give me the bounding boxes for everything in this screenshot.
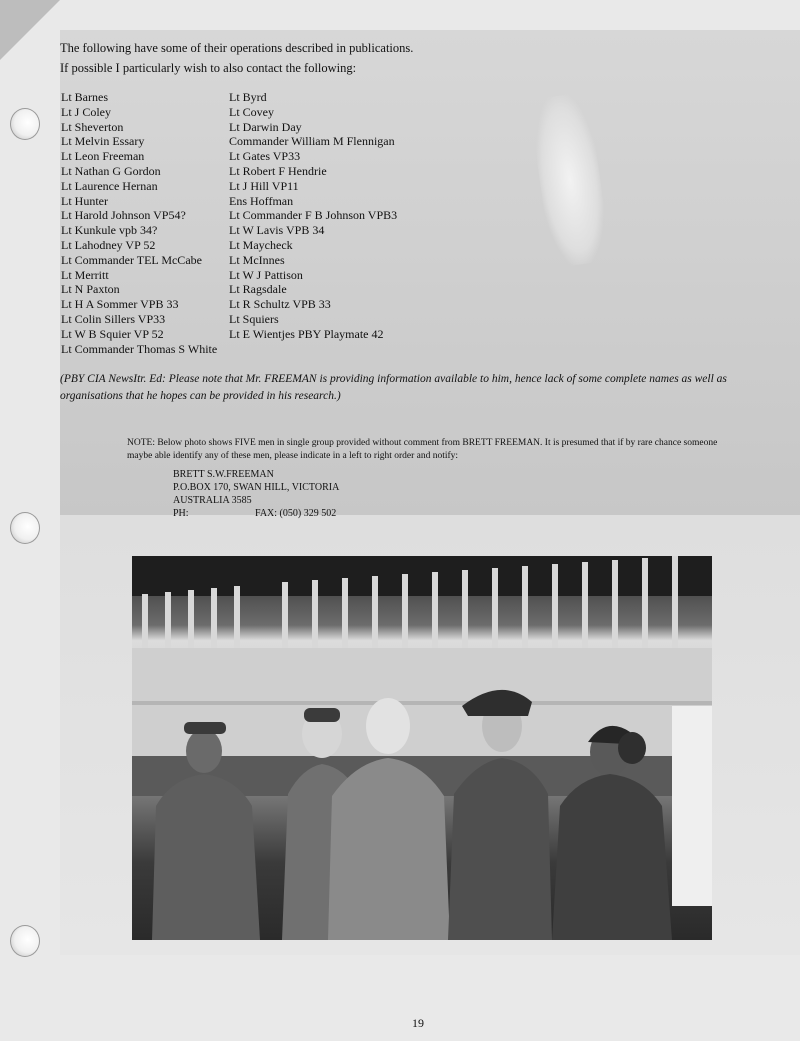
contact-name-left-8: Lt Hunter: [61, 193, 108, 208]
contact-name-left-9: Lt Harold Johnson VP54?: [61, 208, 186, 223]
contact-name-left-10: Lt Kunkule vpb 34?: [61, 223, 158, 238]
contact-name-right-16: Lt Squiers: [229, 311, 279, 326]
contact-name-right-8: Ens Hoffman: [229, 193, 294, 208]
intro-line-1: The following have some of their operations described in publications.: [60, 41, 414, 55]
contact-name-right-4: Commander William M Flennigan: [229, 134, 395, 149]
group-photo-five-men: [132, 556, 712, 940]
contact-name-left-4: Lt Melvin Essary: [61, 134, 145, 149]
binder-hole-top: [10, 108, 40, 140]
contact-address: [173, 468, 339, 520]
contact-name-left-15: Lt H A Sommer VPB 33: [61, 297, 179, 312]
contact-name-right-7: Lt J Hill VP11: [229, 178, 299, 193]
contact-names-right-column: [229, 90, 397, 342]
contact-name-right-11: Lt Maycheck: [229, 237, 293, 252]
contact-name-left-7: Lt Laurence Hernan: [61, 178, 158, 193]
binder-hole-middle: [10, 512, 40, 544]
address-name: BRETT S.W.FREEMAN: [173, 469, 274, 480]
contact-name-left-17: Lt W B Squier VP 52: [61, 326, 164, 341]
contact-name-left-12: Lt Commander TEL McCabe: [61, 252, 202, 267]
contact-names-left-column: [61, 90, 217, 356]
address-country: AUSTRALIA 3585: [173, 495, 252, 506]
contact-name-left-1: Lt Barnes: [61, 90, 108, 104]
contact-name-left-18: Lt Commander Thomas S White: [61, 341, 218, 356]
contact-name-left-6: Lt Nathan G Gordon: [61, 163, 161, 178]
binder-hole-bottom: [10, 925, 40, 957]
editor-note: (PBY CIA NewsItr. Ed: Please note that Mr. FREEMAN is providing information available to him, hence lack of some complete names as well as organisations that he hopes can be provided in his research.): [60, 373, 727, 402]
contact-name-right-12: Lt McInnes: [229, 252, 285, 267]
contact-name-right-3: Lt Darwin Day: [229, 119, 302, 134]
photo-note: NOTE: Below photo shows FIVE men in single group provided without comment from BRETT FREEMAN. It is presumed that if by rare chance someone maybe able identify any of these men, please indicate in a left to right order and notify:: [127, 438, 718, 461]
address-box: P.O.BOX 170, SWAN HILL, VICTORIA: [173, 482, 340, 493]
contact-name-right-14: Lt Ragsdale: [229, 282, 287, 297]
contact-name-left-11: Lt Lahodney VP 52: [61, 237, 156, 252]
address-phone-fax: [173, 507, 339, 520]
contact-name-left-5: Lt Leon Freeman: [61, 149, 145, 164]
contact-name-left-2: Lt J Coley: [61, 104, 111, 119]
contact-name-right-17: Lt E Wientjes PBY Playmate 42: [229, 326, 384, 341]
folded-corner: [0, 0, 60, 60]
contact-name-right-6: Lt Robert F Hendrie: [229, 163, 327, 178]
contact-name-left-14: Lt N Paxton: [61, 282, 120, 297]
contact-name-right-10: Lt W Lavis VPB 34: [229, 223, 325, 238]
contact-name-left-16: Lt Colin Sillers VP33: [61, 311, 166, 326]
contact-name-left-3: Lt Sheverton: [61, 119, 124, 134]
contact-name-right-5: Lt Gates VP33: [229, 149, 301, 164]
page-number: 19: [412, 1016, 424, 1030]
contact-name-right-13: Lt W J Pattison: [229, 267, 303, 282]
contact-name-right-15: Lt R Schultz VPB 33: [229, 297, 331, 312]
photo-illustration: [132, 556, 712, 940]
contact-name-left-13: Lt Merritt: [61, 267, 109, 282]
phone-label: PH:: [173, 508, 189, 519]
fax-number: FAX: (050) 329 502: [255, 508, 337, 519]
intro-line-2: If possible I particularly wish to also contact the following:: [60, 61, 357, 75]
contact-name-right-9: Lt Commander F B Johnson VPB3: [229, 208, 398, 223]
contact-name-right-1: Lt Byrd: [229, 90, 267, 104]
intro-text: [60, 38, 413, 78]
contact-name-right-2: Lt Covey: [229, 104, 274, 119]
